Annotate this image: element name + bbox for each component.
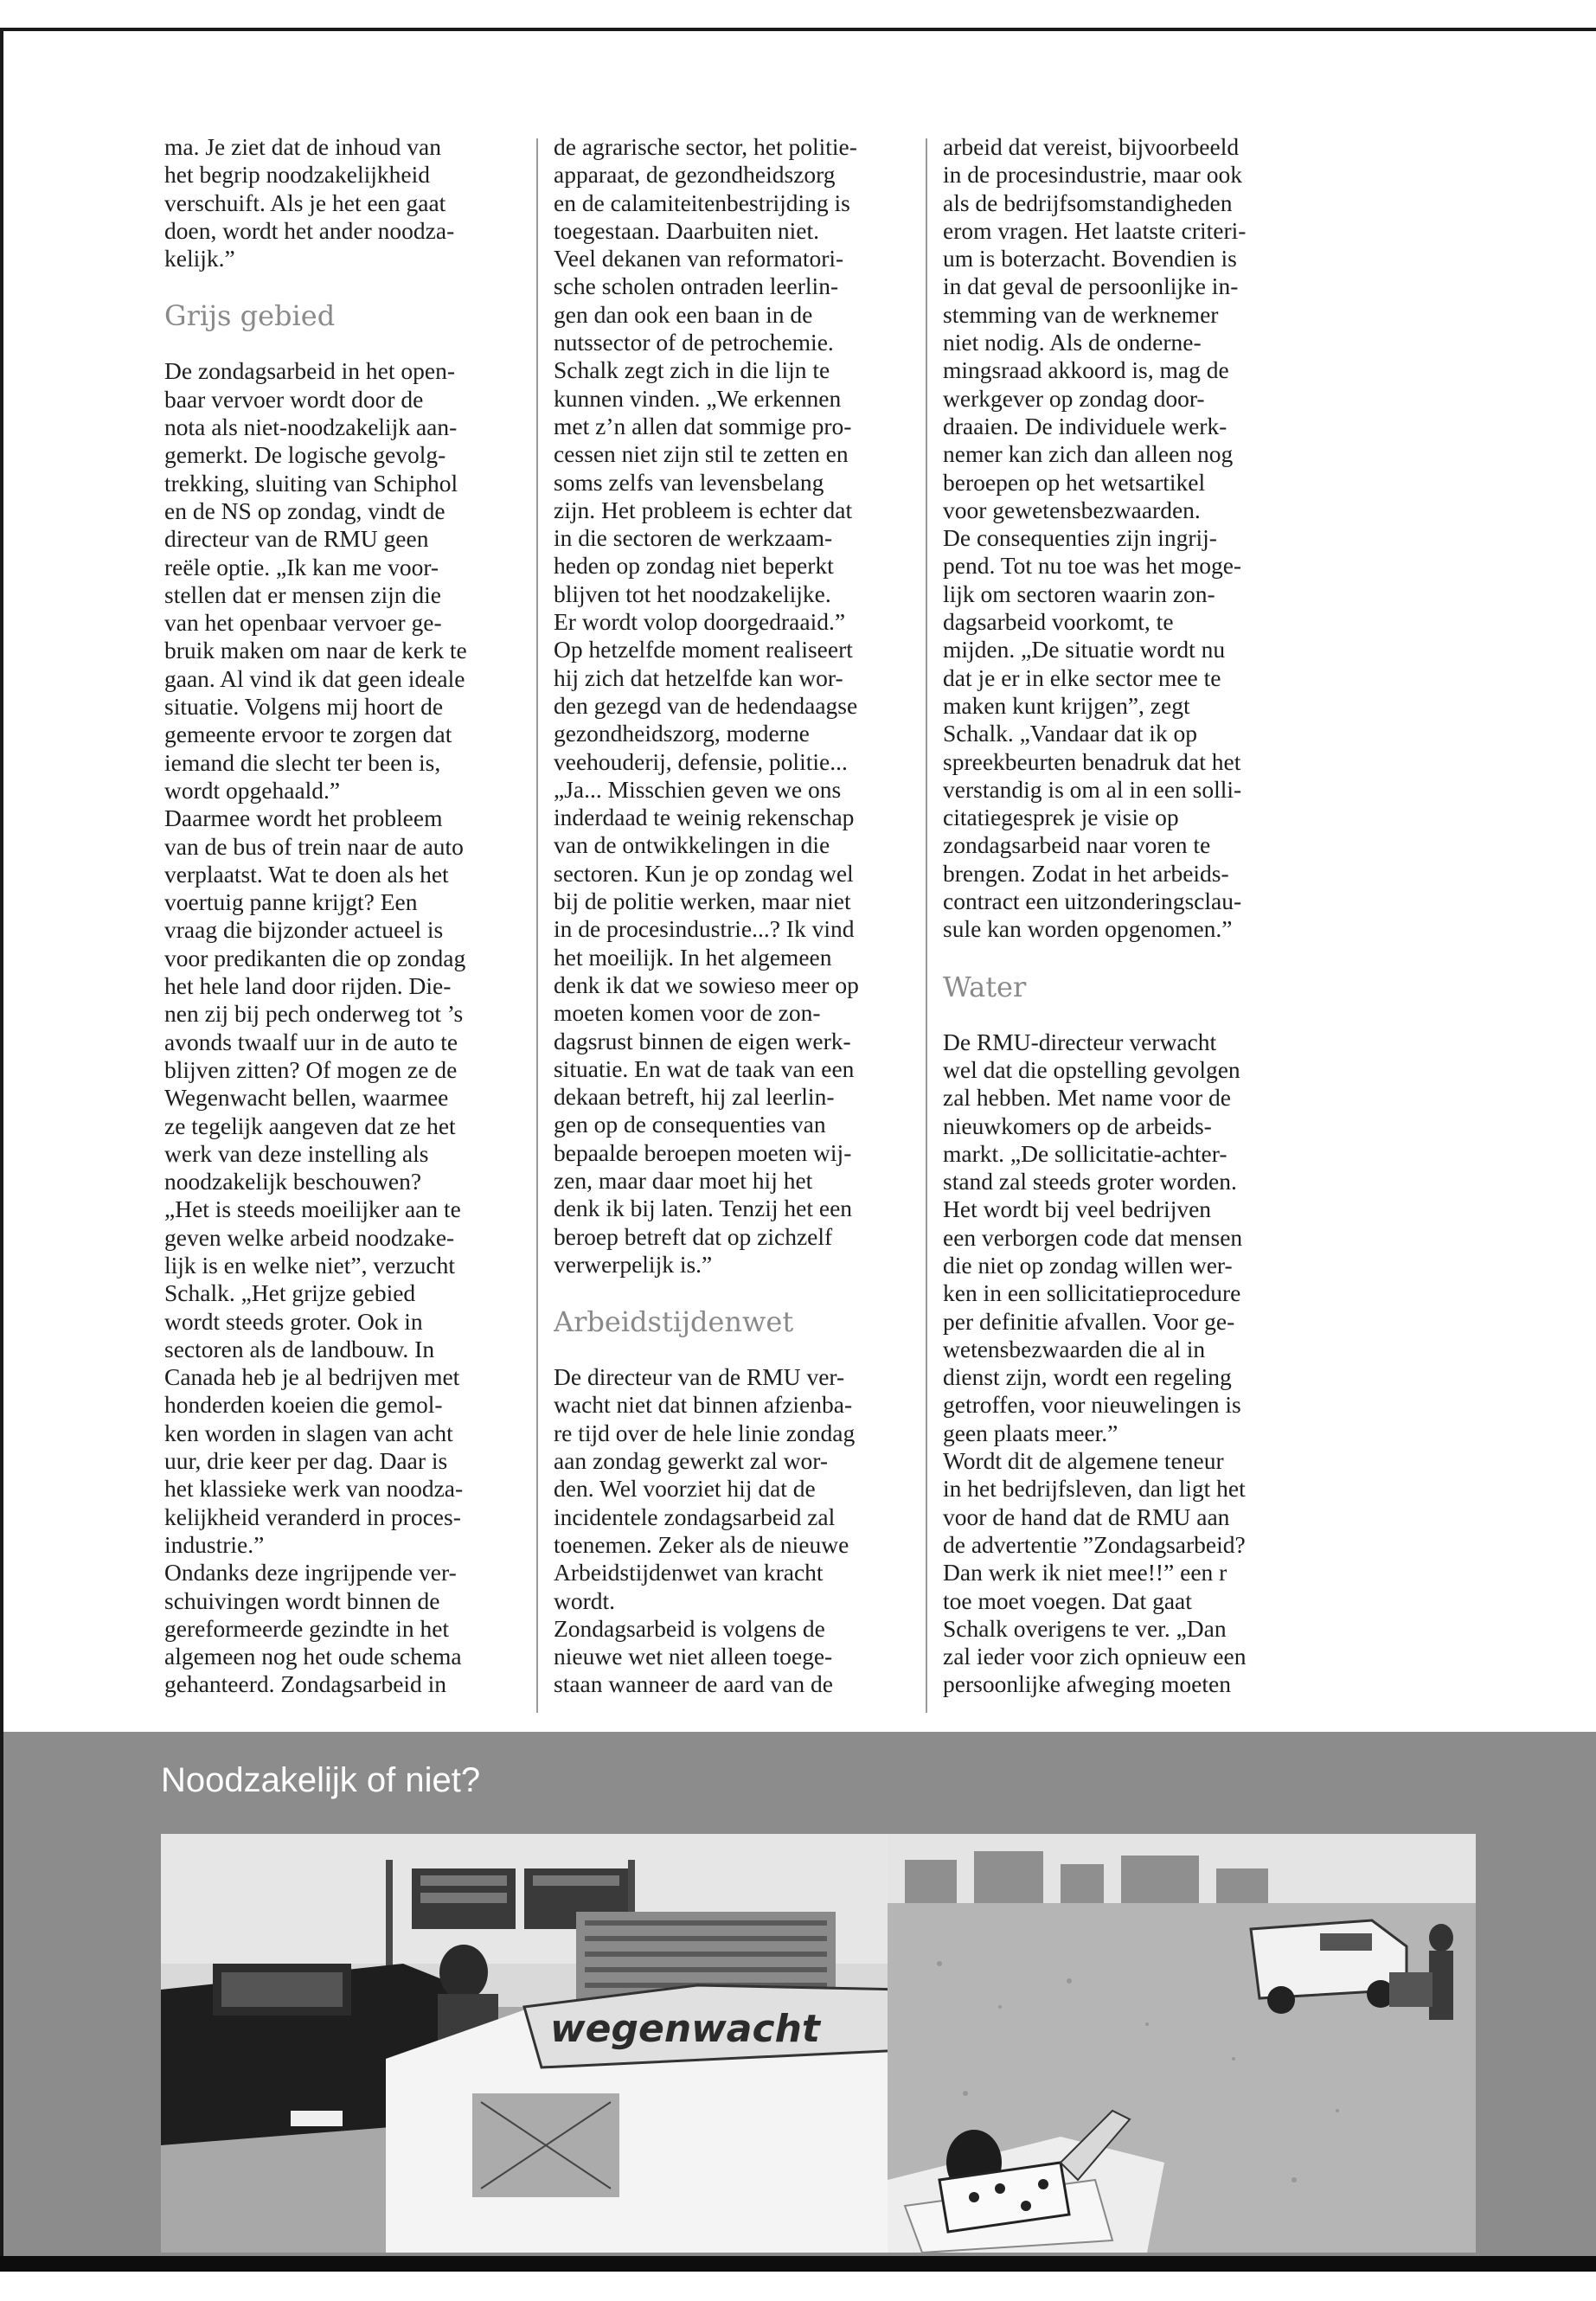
photo-beach-police	[888, 1834, 1476, 2253]
column-3-paragraph-2: De RMU-directeur verwacht wel dat die opstelling gevolgen zal hebben. Met name voor de nieuwkomers op de arbeids- markt. „De sollicitatie-achter- stand zal steeds groter worden. Het wordt bij veel bedrijven een verborgen code dat mensen die niet op zondag willen wer- ken in een sollicitatieprocedure per definitie afvallen. Voor ge- wetensbezwaarden die al in dienst zijn, wordt een regeling getroffen, voor nieuwelingen is geen plaats meer.” Wordt dit de algemene teneur in het bedrijfsleven, dan ligt het voor de hand dat de RMU aan de advertentie ”Zondagsarbeid? Dan werk ik niet mee!!” een r toe moet voegen. Dat gaat Schalk overigens te ver. „Dan zal ieder voor zich opnieuw een persoonlijke afweging moeten	[943, 1028, 1247, 1698]
column-2-paragraph-1: de agrarische sector, het politie- apparaat, de gezondheidszorg en de calamiteitenbestrijding is toegestaan. Daarbuiten niet. Veel dekanen van reformatori- sche scholen ontraden leerlin- gen dan ook een baan in de nutssector of de petrochemie. Schalk zegt zich in die lijn te kunnen vinden. „We erkennen met z’n allen dat sommige pro- cessen niet zijn stil te zetten en soms zelfs van levensbelang zijn. Het probleem is echter dat in die sectoren de werkzaam- heden op zondag niet beperkt blijven tot het noodzakelijke. Er wordt volop doorgedraaid.” Op hetzelfde moment realiseert hij zich dat hetzelfde kan wor- den gezegd van de hedendaagse gezondheidszorg, moderne veehouderij, defensie, politie... „Ja... Misschien geven we ons inderdaad te weinig rekenschap van de ontwikkelingen in die sectoren. Kun je op zondag wel bij de politie werken, maar niet in de procesindustrie...? Ik vind het moeilijk. In het algemeen denk ik dat we sowieso meer op moeten komen voor de zon- dagsrust binnen de eigen werk- situatie. En wat de taak van een dekaan betreft, hij zal leerlin- gen op de consequenties van bepaalde beroepen moeten wij- zen, maar daar moet hij het denk ik bij laten. Tenzij het een beroep betreft dat op zichzelf verwerpelijk is.”	[554, 133, 859, 1278]
page-frame-bottom	[0, 2256, 1596, 2272]
photo-wegenwacht-roadside	[161, 1834, 905, 2253]
page-frame-top	[0, 28, 1596, 31]
section-heading-water: Water	[943, 970, 1027, 1003]
column-2-paragraph-2: De directeur van de RMU ver- wacht niet dat binnen afzienba- re tijd over de hele linie zondag aan zondag gewerkt zal wor- den. Wel voorziet hij dat de incidentele zondagsarbeid zal toenemen. Zeker als de nieuwe Arbeidstijdenwet van kracht wordt. Zondagsarbeid is volgens de nieuwe wet niet alleen toege- staan wanneer de aard van de	[554, 1363, 856, 1698]
photo-section-title: Noodzakelijk of niet?	[161, 1761, 481, 1799]
wegenwacht-sign-text: wegenwacht	[550, 2007, 820, 2051]
article-column-1	[164, 133, 510, 1721]
column-divider-2	[926, 138, 927, 1713]
section-heading-grijs-gebied: Grijs gebied	[164, 299, 336, 333]
column-1-paragraph-1: ma. Je ziet dat de inhoud van het begrip noodzakelijkheid verschuift. Als je het een gaat doen, wordt het ander noodza- kelijk.”	[164, 133, 455, 272]
section-heading-arbeidstijdenwet: Arbeidstijdenwet	[554, 1305, 794, 1339]
column-divider-1	[536, 138, 538, 1713]
article-column-3	[943, 133, 1289, 1721]
column-3-paragraph-1: arbeid dat vereist, bijvoorbeeld in de procesindustrie, maar ook als de bedrijfsomstandigheden erom vragen. Het laatste criteri- um is boterzacht. Bovendien is in dat geval de persoonlijke in- stemming van de werknemer niet nodig. Als de onderne- mingsraad akkoord is, mag de werkgever op zondag door- draaien. De individuele werk- nemer kan zich dan alleen nog beroepen op het wetsartikel voor gewetensbezwaarden. De consequenties zijn ingrij- pend. Tot nu toe was het moge- lijk om sectoren waarin zon- dagsarbeid voorkomt, te mijden. „De situatie wordt nu dat je er in elke sector mee te maken kunt krijgen”, zegt Schalk. „Vandaar dat ik op spreekbeurten benadruk dat het verstandig is om al in een solli- citatiegesprek je visie op zondagsarbeid naar voren te brengen. Zodat in het arbeids- contract een uitzonderingsclau- sule kan worden opgenomen.”	[943, 133, 1247, 943]
article-column-2	[554, 133, 900, 1721]
column-1-paragraph-2: De zondagsarbeid in het open- baar vervoer wordt door de nota als niet-noodzakelijk aan- gemerkt. De logische gevolg- trekking, sluiting van Schiphol en de NS op zondag, vindt de directeur van de RMU geen reële optie. „Ik kan me voor- stellen dat er mensen zijn die van het openbaar vervoer ge- bruik maken om naar de kerk te gaan. Al vind ik dat geen ideale situatie. Volgens mij hoort de gemeente ervoor te zorgen dat iemand die slecht ter been is, wordt opgehaald.” Daarmee wordt het probleem van de bus of trein naar de auto verplaatst. Wat te doen als het voertuig panne krijgt? Een vraag die bijzonder actueel is voor predikanten die op zondag het hele land door rijden. Die- nen zij bij pech onderweg tot ’s avonds twaalf uur in de auto te blijven zitten? Of mogen ze de Wegenwacht bellen, waarmee ze tegelijk aangeven dat ze het werk van deze instelling als noodzakelijk beschouwen? „Het is steeds moeilijker aan te geven welke arbeid noodzake- lijk is en welke niet”, verzucht Schalk. „Het grijze gebied wordt steeds groter. Ook in sectoren als de landbouw. In Canada heb je al bedrijven met honderden koeien die gemol- ken worden in slagen van acht uur, drie keer per dag. Daar is het klassieke werk van noodza- kelijkheid veranderd in proces- industrie.” Ondanks deze ingrijpende ver- schuivingen wordt binnen de gereformeerde gezindte in het algemeen nog het oude schema gehanteerd. Zondagsarbeid in	[164, 357, 467, 1698]
